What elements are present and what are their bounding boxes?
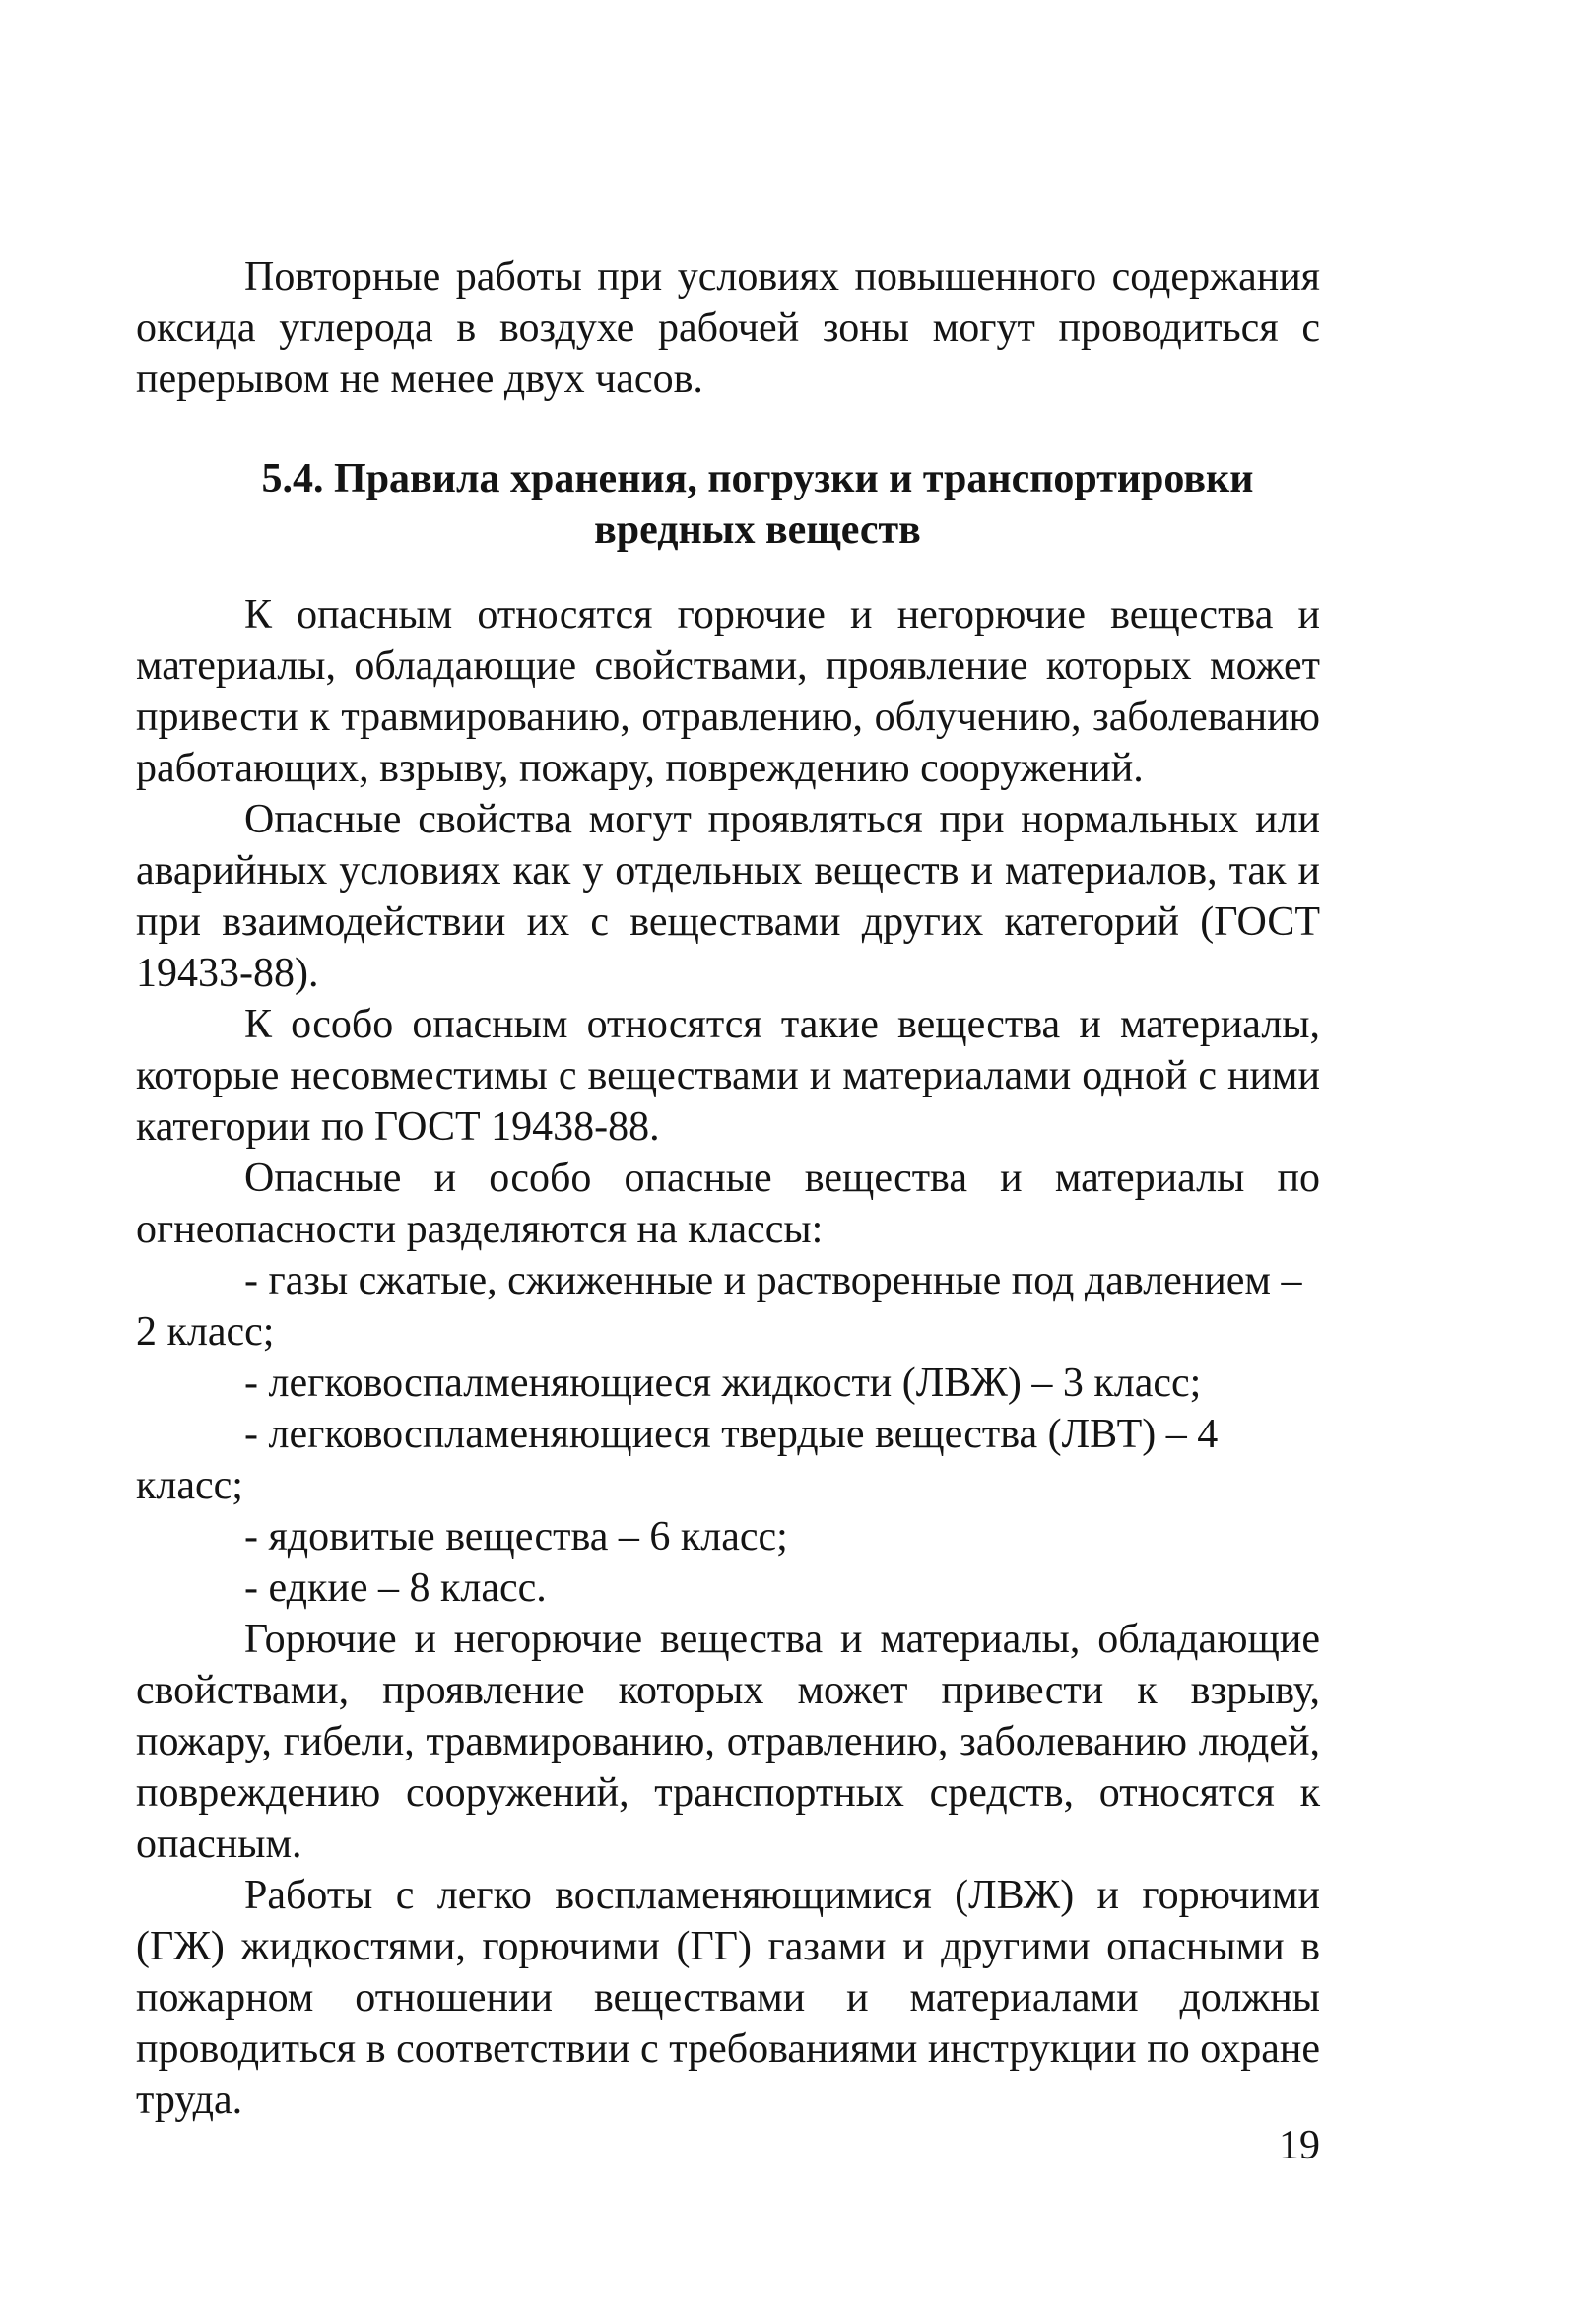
section-heading [136, 453, 1320, 556]
paragraph: Опасные и особо опасные вещества и материалы по огнеопасности разделяются на классы: [136, 1156, 1320, 1252]
paragraph: К опасным относятся горючие и негорючие вещества и материалы, обладающие свойствами, проявление которых может привести к травмированию, отравлению, облучению, заболеванию работающих, взрыву, пожару, повреждению сооружений. [136, 592, 1320, 791]
class-list-item: - газы сжатые, сжиженные и растворенные под давлением – 2 класс; [136, 1258, 1302, 1355]
body-block [136, 589, 1320, 2126]
intro-block [136, 251, 1320, 405]
closing-paragraph: Горючие и негорючие вещества и материалы, обладающие свойствами, проявление которых может привести к взрыву, пожару, гибели, травмированию, отравлению, заболеванию людей, повреждению сооружений, транспортных средств, относятся к опасным. [136, 1617, 1320, 1867]
class-list-item: - легковоспламеняющиеся твердые вещества (ЛВТ) – 4 класс; [136, 1412, 1219, 1508]
class-list-item: - едкие – 8 класс. [244, 1565, 547, 1611]
section-heading-line1: 5.4. Правила хранения, погрузки и транспортировки [261, 456, 1254, 501]
paragraph: К особо опасным относятся такие вещества и материалы, которые несовместимы с веществами и материалами одной с ними категории по ГОСТ 19438-88. [136, 1002, 1320, 1150]
intro-paragraph: Повторные работы при условиях повышенного содержания оксида углерода в воздухе рабочей зоны могут проводиться с перерывом не менее двух часов. [136, 254, 1320, 402]
class-list-item: - легковоспалменяющиеся жидкости (ЛВЖ) – 3 класс; [244, 1361, 1202, 1406]
class-list-item: - ядовитые вещества – 6 класс; [244, 1514, 788, 1560]
section-heading-line2: вредных веществ [594, 507, 921, 553]
page-number: 19 [1279, 2123, 1320, 2168]
closing-paragraph: Работы с легко воспламеняющимися (ЛВЖ) и горючими (ГЖ) жидкостями, горючими (ГГ) газами и другими опасными в пожарном отношении веществами и материалами должны проводиться в соответствии с требованиями инструкции по охране труда. [136, 1873, 1320, 2123]
paragraph: Опасные свойства могут проявляться при нормальных или аварийных условиях как у отдельных веществ и материалов, так и при взаимодействии их с веществами других категорий (ГОСТ 19433-88). [136, 797, 1320, 996]
